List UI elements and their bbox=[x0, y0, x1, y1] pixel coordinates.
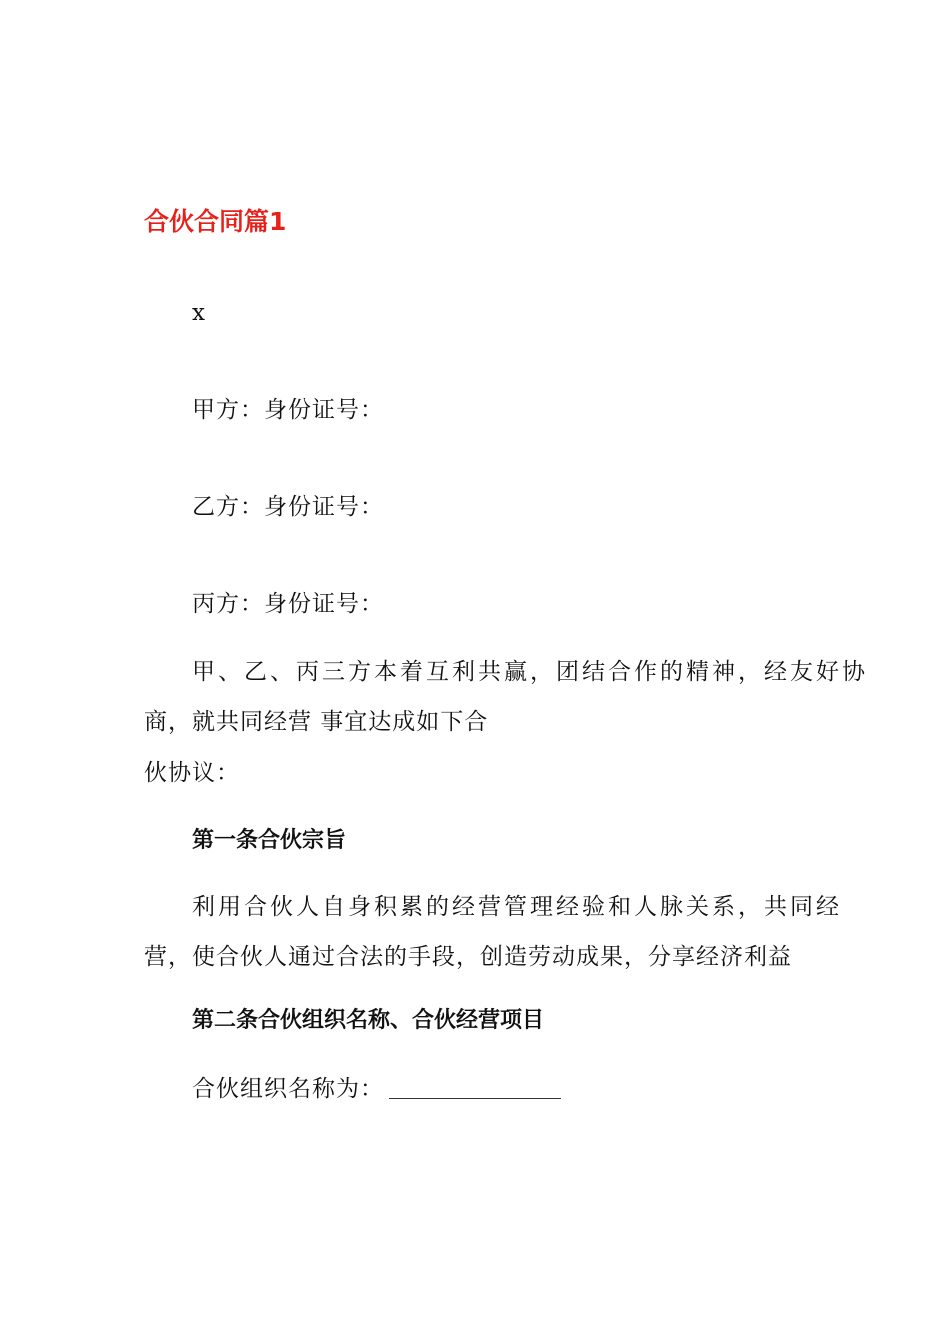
party-a-line: 甲方：身份证号： bbox=[192, 397, 384, 423]
placeholder-x: x bbox=[192, 300, 206, 326]
article-1-body-line-1: 利用合伙人自身积累的经营管理经验和人脉关系，共同经 bbox=[192, 894, 842, 920]
article-1-body-line-2: 营，使合伙人通过合法的手段，创造劳动成果，分享经济利益 bbox=[144, 944, 792, 970]
preamble-line-3: 伙协议： bbox=[144, 760, 240, 786]
org-name-label: 合伙组织名称为： bbox=[192, 1076, 384, 1102]
article-1-heading: 第一条合伙宗旨 bbox=[192, 828, 347, 853]
document-title: 合伙合同篇1 bbox=[144, 207, 287, 236]
preamble-line-2: 商，就共同经营 事宜达成如下合 bbox=[144, 709, 489, 735]
preamble-line-1: 甲、乙、丙三方本着互利共赢，团结合作的精神，经友好协 bbox=[192, 659, 868, 685]
article-2-heading: 第二条合伙组织名称、合伙经营项目 bbox=[192, 1008, 545, 1033]
party-c-line: 丙方：身份证号： bbox=[192, 591, 384, 617]
party-b-line: 乙方：身份证号： bbox=[192, 494, 384, 520]
org-name-blank-line bbox=[389, 1098, 561, 1099]
